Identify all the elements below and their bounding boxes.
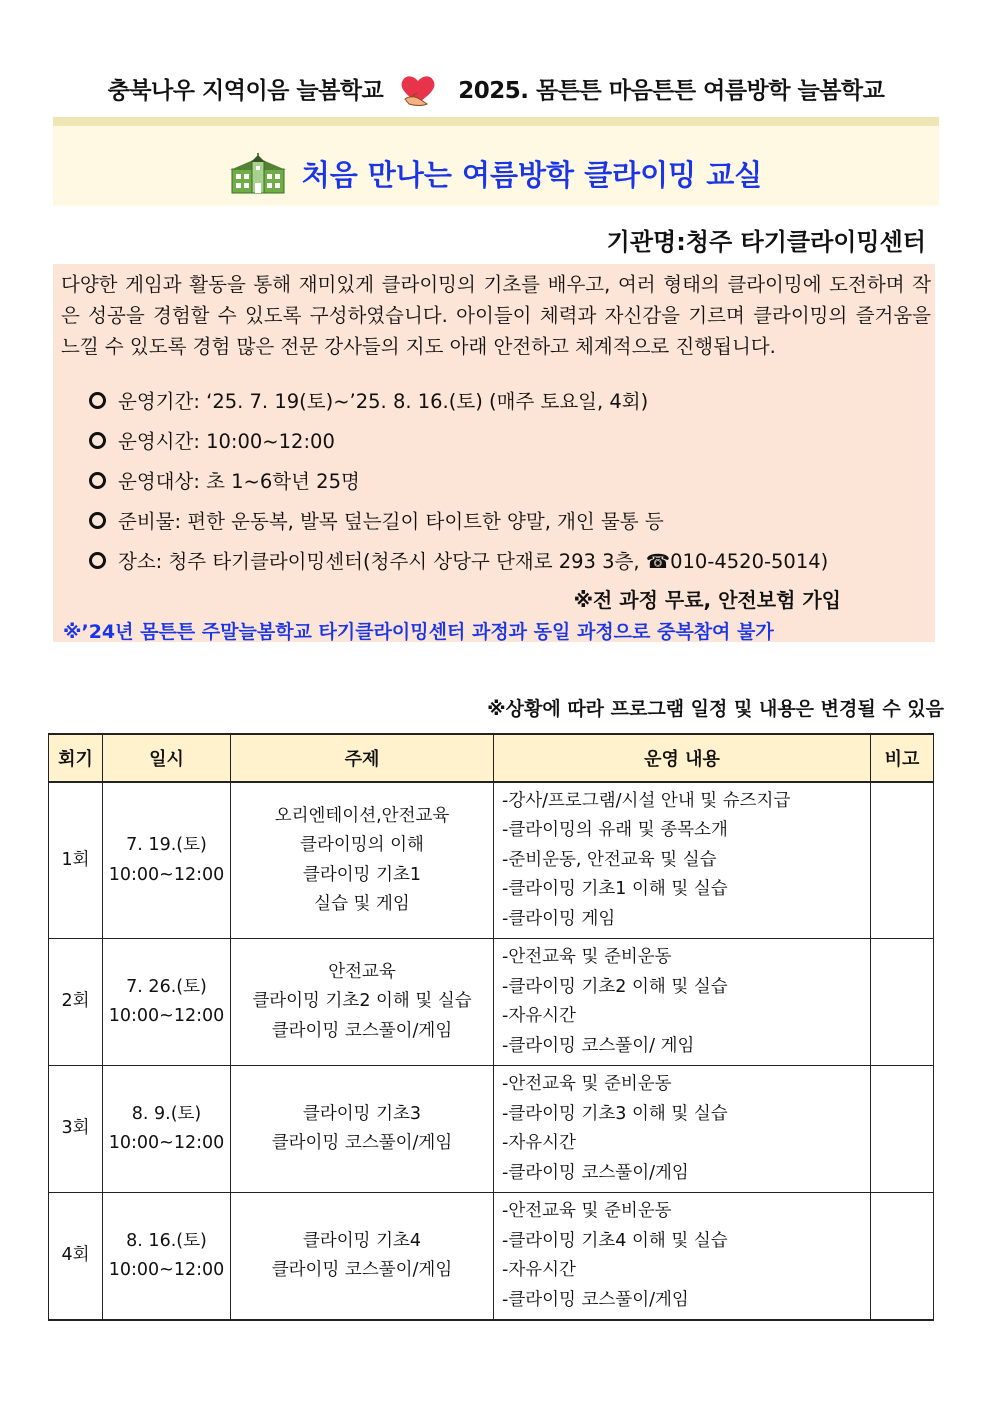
topic-line: 클라이밍 기초1 (302, 864, 422, 885)
topic-line: 클라이밍 기초4 (302, 1230, 422, 1251)
time-text: 10:00~12:00 (108, 1260, 225, 1280)
content-line: -안전교육 및 준비운동 (502, 1201, 672, 1221)
content-cell (494, 782, 871, 939)
session-cell: 3회 (49, 1066, 103, 1193)
bullet-place (89, 546, 828, 574)
duplicate-participation-note: ※’24년 몸튼튼 주말늘봄학교 타기클라이밍센터 과정과 동일 과정으로 중복참여 불가 (63, 621, 774, 643)
topic-line: 안전교육 (328, 961, 396, 982)
bullet-text: 운영대상: 초 1~6학년 25명 (118, 470, 360, 493)
school-building-icon (230, 153, 286, 195)
session-cell: 4회 (49, 1193, 103, 1321)
content-line: -클라이밍 기초4 이해 및 실습 (502, 1230, 728, 1251)
schedule-change-note: ※상황에 따라 프로그램 일정 및 내용은 변경될 수 있음 (487, 698, 944, 720)
topic-cell (231, 939, 494, 1066)
date-text: 7. 19.(토) (126, 835, 207, 855)
note-cell (871, 782, 934, 939)
content-line: -클라이밍 기초3 이해 및 실습 (502, 1103, 728, 1124)
bullet-text: 준비물: 편한 운동복, 발목 덮는길이 타이트한 양말, 개인 물통 등 (118, 510, 664, 533)
content-line: -자유시간 (502, 1260, 576, 1280)
bullet-period (89, 386, 648, 414)
topic-cell (231, 782, 494, 939)
content-line: -자유시간 (502, 1133, 576, 1153)
content-line: -클라이밍의 유래 및 종목소개 (502, 820, 728, 841)
content-line: -클라이밍 코스풀이/게임 (502, 1289, 689, 1310)
note-cell (871, 1193, 934, 1321)
table-row (49, 939, 934, 1066)
page-title (53, 153, 939, 201)
topic-line: 오리엔테이션,안전교육 (274, 805, 450, 826)
header-left-text: 충북나우 지역이음 늘봄학교 (107, 78, 384, 104)
ring-bullet-icon (89, 512, 106, 529)
header-date: 일시 (103, 734, 231, 782)
free-note: ※전 과정 무료, 안전보험 가입 (573, 588, 841, 612)
topic-line: 실습 및 게임 (314, 894, 410, 914)
datetime-cell (103, 939, 231, 1066)
bullet-supplies (89, 506, 664, 534)
datetime-cell (103, 1193, 231, 1321)
content-cell (494, 939, 871, 1066)
time-text: 10:00~12:00 (108, 864, 225, 885)
topic-line: 클라이밍 기초2 이해 및 실습 (252, 991, 472, 1012)
session-cell: 2회 (49, 939, 103, 1066)
content-cell (494, 1193, 871, 1321)
title-stripe (53, 117, 939, 126)
header-content: 운영 내용 (494, 734, 871, 782)
datetime-cell (103, 782, 231, 939)
info-box (53, 264, 935, 642)
time-text: 10:00~12:00 (108, 1133, 225, 1153)
content-line: -클라이밍 게임 (502, 908, 616, 929)
topic-line: 클라이밍 기초3 (302, 1103, 422, 1124)
content-line: -클라이밍 기초2 이해 및 실습 (502, 976, 728, 997)
session-cell: 1회 (49, 782, 103, 939)
ring-bullet-icon (89, 552, 106, 569)
content-cell (494, 1066, 871, 1193)
heart-hand-icon (397, 73, 439, 107)
topic-line: 클라이밍 코스풀이/게임 (271, 1260, 453, 1280)
table-row (49, 1066, 934, 1193)
ring-bullet-icon (89, 472, 106, 489)
bullet-target (89, 466, 360, 494)
table-row (49, 1193, 934, 1321)
topic-line: 클라이밍 코스풀이/게임 (271, 1133, 453, 1153)
content-line: -클라이밍 기초1 이해 및 실습 (502, 879, 728, 900)
header-topic: 주제 (231, 734, 494, 782)
content-line: -준비운동, 안전교육 및 실습 (502, 849, 717, 870)
bullet-text: 운영시간: 10:00~12:00 (118, 430, 335, 453)
ring-bullet-icon (89, 392, 106, 409)
schedule-table (48, 733, 934, 1321)
bullet-time (89, 426, 335, 454)
date-text: 7. 26.(토) (126, 976, 207, 997)
content-line: -클라이밍 코스풀이/게임 (502, 1162, 689, 1183)
title-text: 처음 만나는 여름방학 클라이밍 교실 (301, 158, 763, 192)
content-line: -자유시간 (502, 1006, 576, 1026)
bullet-text: 운영기간: ‘25. 7. 19(토)~’25. 8. 16.(토) (매주 토요일, 4회) (118, 390, 649, 413)
header-session: 회기 (49, 734, 103, 782)
content-line: -안전교육 및 준비운동 (502, 947, 672, 967)
title-banner (53, 117, 939, 206)
time-text: 10:00~12:00 (108, 1006, 225, 1026)
content-line: -클라이밍 코스풀이/ 게임 (502, 1035, 695, 1056)
datetime-cell (103, 1066, 231, 1193)
bullet-text: 장소: 청주 타기클라이밍센터(청주시 상당구 단재로 293 3층, ☎010-4520-5014) (118, 550, 829, 573)
table-header-row (49, 734, 934, 782)
table-row (49, 782, 934, 939)
topic-cell (231, 1066, 494, 1193)
note-cell (871, 1066, 934, 1193)
ring-bullet-icon (89, 432, 106, 449)
date-text: 8. 16.(토) (126, 1230, 207, 1251)
content-line: -안전교육 및 준비운동 (502, 1074, 672, 1094)
topic-line: 클라이밍의 이해 (300, 835, 424, 855)
topic-line: 클라이밍 코스풀이/게임 (271, 1020, 453, 1041)
note-cell (871, 939, 934, 1066)
organization-name: 기관명:청주 타기클라이밍센터 (606, 228, 926, 256)
date-text: 8. 9.(토) (131, 1103, 202, 1124)
topic-cell (231, 1193, 494, 1321)
intro-paragraph: 다양한 게임과 활동을 통해 재미있게 클라이밍의 기초를 배우고, 여러 형태의 클라이밍에 도전하며 작은 성공을 경험할 수 있도록 구성하였습니다. 아이들이 체력과 자신감을 기르며 클라이밍의 즐거움을 느낄 수 있도록 경험 많은 전문 강사들의 지도 아래 안전하고 체계적으로 진행됩니다. (61, 273, 931, 358)
header-note: 비고 (871, 734, 934, 782)
header-right-text: 2025. 몸튼튼 마음튼튼 여름방학 늘봄학교 (458, 78, 885, 104)
content-line: -강사/프로그램/시설 안내 및 슈즈지급 (502, 790, 791, 811)
page-header (0, 72, 992, 111)
